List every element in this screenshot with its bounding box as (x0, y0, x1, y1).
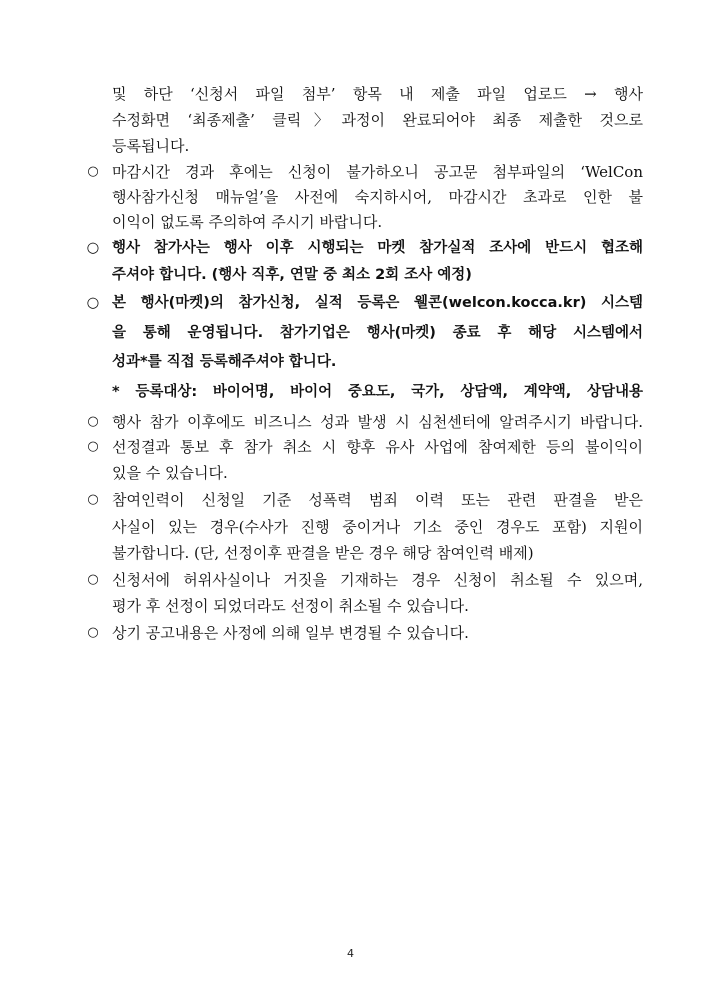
text-line: 수정화면 ‘최종제출’ 클릭〉과정이 완료되어야 최종 제출한 것으로 (112, 111, 643, 129)
paragraph-3-line-3 (0, 382, 701, 402)
text-line: 마감시간 경과 후에는 신청이 불가하오니 공고문 첨부파일의 ‘WelCon (112, 163, 643, 181)
text-line: 주셔야 합니다. (행사 직후, 연말 중 최소 2회 조사 예정) (112, 267, 472, 283)
paragraph-1-line-0 (0, 162, 701, 182)
bullet-circle-icon: ○ (87, 164, 99, 179)
footnote-line: * 등록대상: 바이어명, 바이어 중요도, 국가, 상담액, 계약액, 상담내용 (112, 384, 643, 400)
paragraph-4-line-0 (0, 412, 701, 432)
bullet-circle-icon: ○ (87, 625, 99, 640)
bullet-circle-icon: ○ (87, 439, 99, 454)
paragraph-0-line-0 (0, 84, 701, 104)
text-line: 선정결과 통보 후 참가 취소 시 향후 유사 사업에 참여제한 등의 불이익이 (112, 438, 643, 456)
paragraph-7-line-0 (0, 570, 701, 590)
bullet-circle-icon: ○ (87, 572, 99, 587)
paragraph-6-line-2 (0, 543, 701, 563)
bullet-circle-icon: ○ (87, 414, 99, 429)
paragraph-3-line-1 (0, 323, 701, 343)
paragraph-7-line-1 (0, 596, 701, 616)
text-line: 불가합니다. (단, 선정이후 판결을 받은 경우 해당 참여인력 배제) (112, 544, 534, 562)
text-line: 행사 참가사는 행사 이후 시행되는 마켓 참가실적 조사에 반드시 협조해 (112, 240, 643, 256)
text-line: 및 하단 ‘신청서 파일 첨부’ 항목 내 제출 파일 업로드 → 행사 (112, 85, 643, 103)
paragraph-5-line-0 (0, 437, 701, 457)
text-line: 행사참가신청 매뉴얼’을 사전에 숙지하시어, 마감시간 초과로 인한 불 (112, 188, 643, 206)
paragraph-6-line-1 (0, 517, 701, 537)
text-line: 행사 참가 이후에도 비즈니스 성과 발생 시 심천센터에 알려주시기 바랍니다. (112, 413, 643, 431)
text-line: 사실이 있는 경우(수사가 진행 중이거나 기소 중인 경우도 포함) 지원이 (112, 518, 643, 536)
text-line: 본 행사(마켓)의 참가신청, 실적 등록은 웰콘(welcon.kocca.kr) 시스템 (112, 295, 643, 311)
text-line: 등록됩니다. (112, 137, 190, 155)
paragraph-8-line-0 (0, 623, 701, 643)
paragraph-0-line-2 (0, 136, 701, 156)
paragraph-2-line-1 (0, 265, 701, 285)
text-line: 상기 공고내용은 사정에 의해 일부 변경될 수 있습니다. (112, 624, 469, 642)
paragraph-3-line-0 (0, 293, 701, 313)
paragraph-1-line-2 (0, 212, 701, 232)
page-number: 4 (347, 947, 354, 960)
paragraph-6-line-0 (0, 490, 701, 510)
paragraph-0-line-1 (0, 110, 701, 130)
paragraph-3-line-2 (0, 352, 701, 372)
paragraph-5-line-1 (0, 463, 701, 483)
bullet-circle-icon: ○ (87, 492, 99, 507)
text-line: 을 통해 운영됩니다. 참가기업은 행사(마켓) 종료 후 해당 시스템에서 (112, 325, 643, 341)
paragraph-1-line-1 (0, 187, 701, 207)
paragraph-2-line-0 (0, 238, 701, 258)
text-line: 이익이 없도록 주의하여 주시기 바랍니다. (112, 213, 383, 231)
bullet-circle-icon: ○ (86, 295, 100, 311)
text-line: 참여인력이 신청일 기준 성폭력 범죄 이력 또는 관련 판결을 받은 (112, 491, 643, 509)
text-line: 있을 수 있습니다. (112, 464, 228, 482)
text-line: 성과*를 직접 등록해주셔야 합니다. (112, 354, 337, 370)
text-line: 신청서에 허위사실이나 거짓을 기재하는 경우 신청이 취소될 수 있으며, (112, 571, 643, 589)
bullet-circle-icon: ○ (86, 240, 100, 256)
text-line: 평가 후 선정이 되었더라도 선정이 취소될 수 있습니다. (112, 597, 469, 615)
